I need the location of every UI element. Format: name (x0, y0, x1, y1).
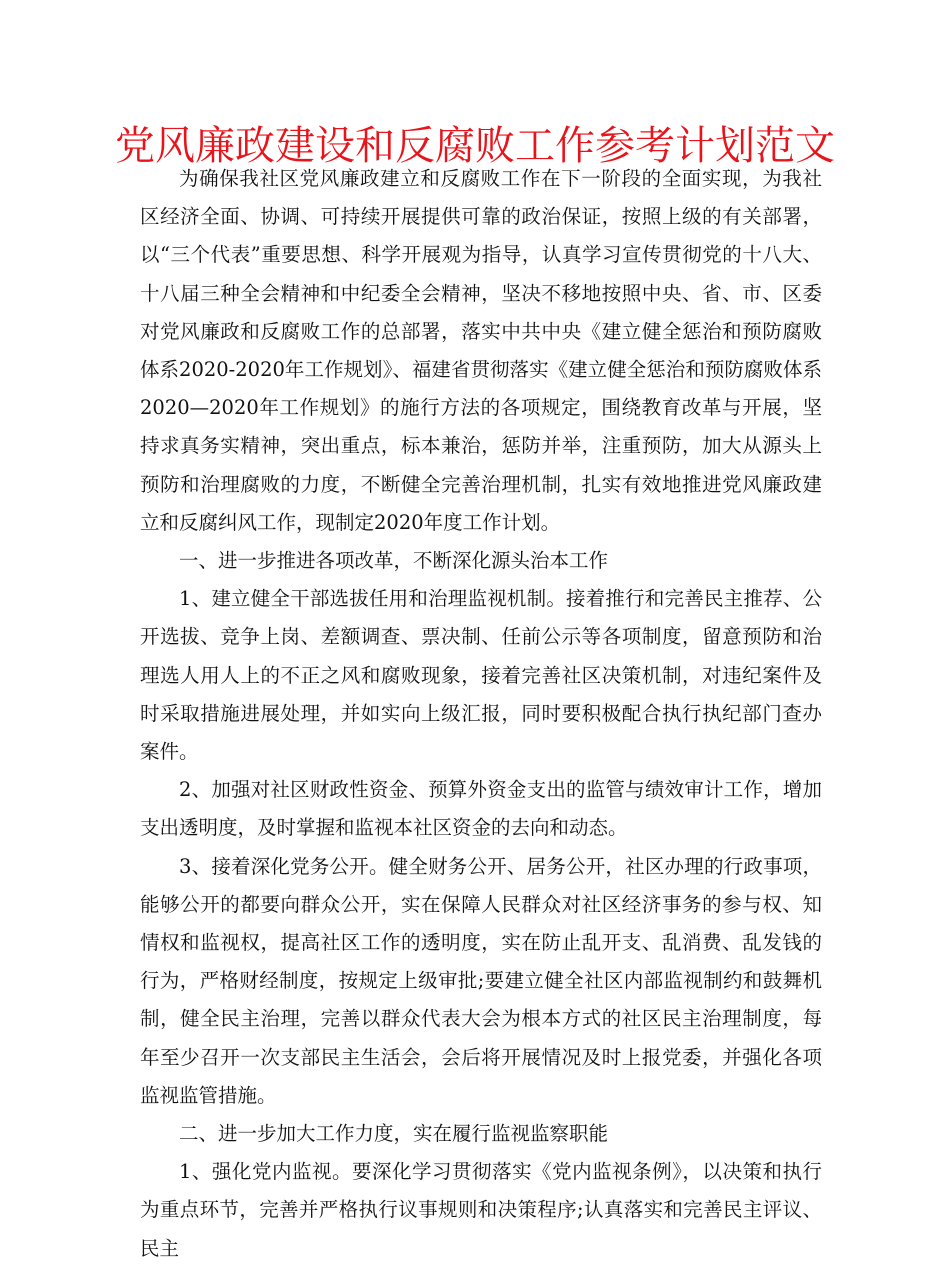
document-title: 党风廉政建设和反腐败工作参考计划范文 (115, 123, 835, 169)
document-body (140, 160, 822, 1268)
paragraph-1-2: 2、加强对社区财政性资金、预算外资金支出的监管与绩效审计工作，增加支出透明度，及时掌握和监视本社区资金的去向和动态。 (140, 778, 822, 840)
paragraph-2-1: 1、强化党内监视。要深化学习贯彻落实《党内监视条例》，以决策和执行为重点环节，完善并严格执行议事规则和决策程序;认真落实和完善民主评议、民主 (140, 1160, 822, 1260)
paragraph-intro: 为确保我社区党风廉政建立和反腐败工作在下一阶段的全面实现，为我社区经济全面、协调、可持续开展提供可靠的政治保证，按照上级的有关部署，以“三个代表”重要思想、科学开展观为指导，认真学习宣传贯彻党的十八大、十八届三种全会精神和中纪委全会精神，坚决不移地按照中央、省、市、区委对党风廉政和反腐败工作的总部署，落实中共中央《建立健全惩治和预防腐败体系2020-2020年工作规划》、福建省贯彻落实《建立健全惩治和预防腐败体系2020—2020年工作规划》的施行方法的各项规定，围绕教育改革与开展，坚持求真务实精神，突出重点，标本兼治，惩防并举，注重预防，加大从源头上预防和治理腐败的力度，不断健全完善治理机制，扎实有效地推进党风廉政建立和反腐纠风工作，现制定2020年度工作计划。 (140, 167, 822, 534)
section-heading-1: 一、进一步推进各项改革，不断深化源头治本工作 (179, 549, 609, 573)
paragraph-1-1: 1、建立健全干部选拔任用和治理监视机制。接着推行和完善民主推荐、公开选拔、竞争上岗、差额调查、票决制、任前公示等各项制度，留意预防和治理选人用人上的不正之风和腐败现象，接着完善社区决策机制，对违纪案件及时采取措施进展处理，并如实向上级汇报，同时要积极配合执行执纪部门查办案件。 (140, 587, 822, 764)
paragraph-1-3: 3、接着深化党务公开。健全财务公开、居务公开，社区办理的行政事项，能够公开的都要向群众公开，实在保障人民群众对社区经济事务的参与权、知情权和监视权，提高社区工作的透明度，实在防止乱开支、乱消费、乱发钱的行为，严格财经制度，按规定上级审批;要建立健全社区内部监视制约和鼓舞机制，健全民主治理，完善以群众代表大会为根本方式的社区民主治理制度，每年至少召开一次支部民主生活会，会后将开展情况及时上报党委，并强化各项监视监管措施。 (140, 854, 822, 1107)
section-heading-2: 二、进一步加大工作力度，实在履行监视监察职能 (179, 1122, 609, 1146)
